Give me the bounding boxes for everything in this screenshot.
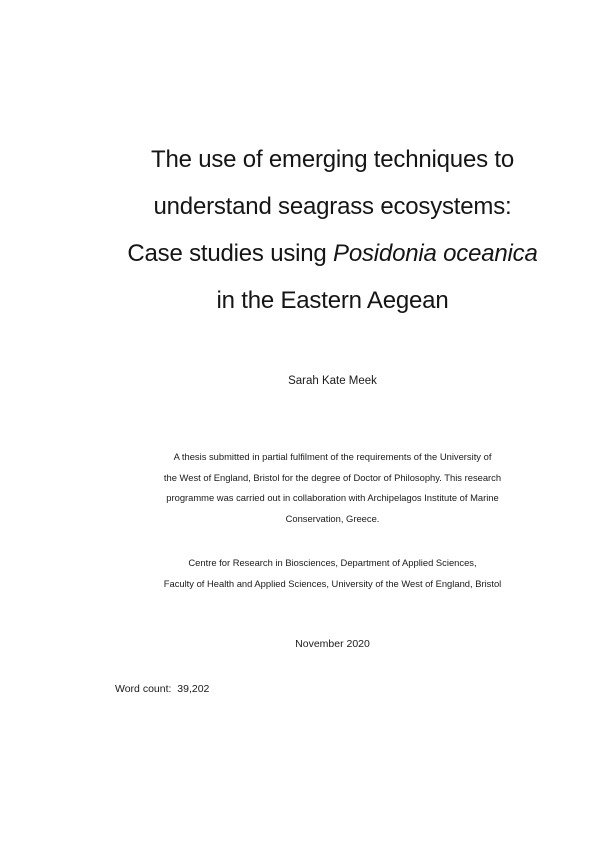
thesis-title	[60, 136, 595, 324]
statement-line-1: A thesis submitted in partial fulfilment of the requirements of the University of	[173, 451, 492, 462]
statement-line-2: the West of England, Bristol for the degree of Doctor of Philosophy. This research	[163, 471, 502, 483]
word-count-value: 39,202	[177, 683, 210, 695]
word-count-label: Word count:	[115, 683, 172, 695]
affiliation-line-1: Centre for Research in Biosciences, Department of Applied Sciences,	[188, 557, 477, 568]
species-name: Posidonia oceanica	[333, 240, 538, 267]
title-line-4: in the Eastern Aegean	[216, 287, 449, 314]
author-name: Sarah Kate Meek	[288, 375, 377, 387]
statement-line-4: Conservation, Greece.	[285, 513, 380, 525]
degree-statement	[105, 447, 560, 530]
title-line-3-prefix: Case studies using	[127, 240, 334, 267]
submission-date: November 2020	[295, 638, 370, 650]
affiliation	[105, 553, 560, 594]
title-line-1: The use of emerging techniques to	[151, 146, 514, 173]
word-count	[115, 683, 209, 695]
statement-line-3: programme was carried out in collaboration with Archipelagos Institute of Marine	[166, 492, 499, 504]
title-line-3	[60, 230, 595, 277]
title-line-2: understand seagrass ecosystems:	[153, 193, 512, 220]
affiliation-line-2: Faculty of Health and Applied Sciences, University of the West of England, Bristol	[163, 577, 502, 589]
